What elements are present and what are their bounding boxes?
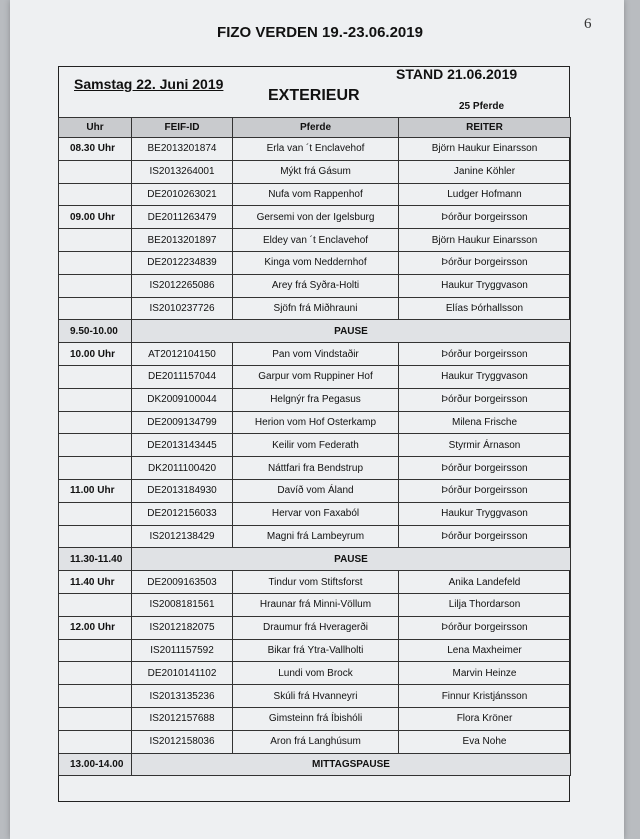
page-number: 6 <box>584 16 592 32</box>
pause-label: PAUSE <box>132 548 571 571</box>
table-row <box>59 343 571 366</box>
rider-cell: Þórður Þorgeirsson <box>399 388 571 411</box>
horse-cell: Mýkt frá Gásum <box>233 160 399 183</box>
time-cell <box>59 274 132 297</box>
pause-time: 11.30-11.40 <box>59 548 132 571</box>
table-row <box>59 479 571 502</box>
horse-cell: Davíð vom Áland <box>233 479 399 502</box>
horse-cell: Aron frá Langhúsum <box>233 730 399 753</box>
pause-row <box>59 753 571 776</box>
horse-cell: Lundi vom Brock <box>233 662 399 685</box>
rider-cell: Haukur Tryggvason <box>399 274 571 297</box>
column-header-feif-id: FEIF-ID <box>132 118 233 138</box>
pause-label: MITTAGSPAUSE <box>132 753 571 776</box>
pause-row <box>59 548 571 571</box>
time-cell: 08.30 Uhr <box>59 138 132 161</box>
table-row <box>59 138 571 161</box>
feif-id-cell: IS2013264001 <box>132 160 233 183</box>
table-row <box>59 616 571 639</box>
feif-id-cell: DE2011263479 <box>132 206 233 229</box>
rider-cell: Þórður Þorgeirsson <box>399 457 571 480</box>
schedule-table <box>58 117 571 776</box>
time-cell: 09.00 Uhr <box>59 206 132 229</box>
time-cell <box>59 388 132 411</box>
time-cell <box>59 525 132 548</box>
rider-cell: Haukur Tryggvason <box>399 502 571 525</box>
feif-id-cell: DK2009100044 <box>132 388 233 411</box>
rider-cell: Marvin Heinze <box>399 662 571 685</box>
feif-id-cell: IS2010237726 <box>132 297 233 320</box>
rider-cell: Þórður Þorgeirsson <box>399 525 571 548</box>
feif-id-cell: DE2009163503 <box>132 571 233 594</box>
table-row <box>59 707 571 730</box>
time-cell: 11.40 Uhr <box>59 571 132 594</box>
horse-cell: Hervar von Faxaból <box>233 502 399 525</box>
time-cell <box>59 457 132 480</box>
horse-cell: Helgnýr fra Pegasus <box>233 388 399 411</box>
time-cell <box>59 502 132 525</box>
table-row <box>59 388 571 411</box>
feif-id-cell: DE2012234839 <box>132 251 233 274</box>
feif-id-cell: IS2013135236 <box>132 685 233 708</box>
horse-cell: Skúli frá Hvanneyri <box>233 685 399 708</box>
rider-cell: Elías Þórhallsson <box>399 297 571 320</box>
time-cell <box>59 707 132 730</box>
rider-cell: Janine Köhler <box>399 160 571 183</box>
horse-cell: Keilir vom Federath <box>233 434 399 457</box>
feif-id-cell: IS2012265086 <box>132 274 233 297</box>
rider-cell: Þórður Þorgeirsson <box>399 479 571 502</box>
rider-cell: Þórður Þorgeirsson <box>399 343 571 366</box>
horse-cell: Arey frá Syðra-Holti <box>233 274 399 297</box>
feif-id-cell: IS2011157592 <box>132 639 233 662</box>
horse-cell: Gersemi von der Igelsburg <box>233 206 399 229</box>
rider-cell: Finnur Kristjánsson <box>399 685 571 708</box>
horse-cell: Hraunar frá Minni-Völlum <box>233 593 399 616</box>
feif-id-cell: BE2013201874 <box>132 138 233 161</box>
time-cell: 12.00 Uhr <box>59 616 132 639</box>
horse-cell: Gimsteinn frá Íbishóli <box>233 707 399 730</box>
time-cell: 10.00 Uhr <box>59 343 132 366</box>
time-cell <box>59 730 132 753</box>
feif-id-cell: AT2012104150 <box>132 343 233 366</box>
table-row <box>59 297 571 320</box>
horse-cell: Pan vom Vindstaðir <box>233 343 399 366</box>
pause-time: 13.00-14.00 <box>59 753 132 776</box>
horse-cell: Tindur vom Stiftsforst <box>233 571 399 594</box>
time-cell <box>59 685 132 708</box>
horse-cell: Draumur frá Hveragerði <box>233 616 399 639</box>
time-cell: 11.00 Uhr <box>59 479 132 502</box>
feif-id-cell: DK2011100420 <box>132 457 233 480</box>
table-header-row <box>59 118 571 138</box>
feif-id-cell: IS2012158036 <box>132 730 233 753</box>
horse-cell: Garpur vom Ruppiner Hof <box>233 365 399 388</box>
table-row <box>59 434 571 457</box>
section-title: EXTERIEUR <box>268 87 360 104</box>
table-row <box>59 593 571 616</box>
rider-cell: Ludger Hofmann <box>399 183 571 206</box>
horse-cell: Bikar frá Ytra-Vallholti <box>233 639 399 662</box>
time-cell <box>59 183 132 206</box>
feif-id-cell: DE2010141102 <box>132 662 233 685</box>
rider-cell: Þórður Þorgeirsson <box>399 251 571 274</box>
table-row <box>59 571 571 594</box>
horse-cell: Nufa vom Rappenhof <box>233 183 399 206</box>
rider-cell: Björn Haukur Einarsson <box>399 229 571 252</box>
document-title: FIZO VERDEN 19.-23.06.2019 <box>217 24 423 41</box>
feif-id-cell: BE2013201897 <box>132 229 233 252</box>
table-row <box>59 183 571 206</box>
table-row <box>59 206 571 229</box>
feif-id-cell: DE2013184930 <box>132 479 233 502</box>
time-cell <box>59 297 132 320</box>
table-row <box>59 160 571 183</box>
table-row <box>59 502 571 525</box>
date-label: Samstag 22. Juni 2019 <box>74 76 224 92</box>
time-cell <box>59 434 132 457</box>
feif-id-cell: IS2012157688 <box>132 707 233 730</box>
time-cell <box>59 229 132 252</box>
time-cell <box>59 365 132 388</box>
time-cell <box>59 662 132 685</box>
table-row <box>59 685 571 708</box>
stand-label: STAND 21.06.2019 <box>396 66 518 82</box>
table-row <box>59 251 571 274</box>
time-cell <box>59 411 132 434</box>
horse-cell: Herion vom Hof Osterkamp <box>233 411 399 434</box>
pause-time: 9.50-10.00 <box>59 320 132 343</box>
table-row <box>59 662 571 685</box>
column-header-time: Uhr <box>59 118 132 138</box>
time-cell <box>59 251 132 274</box>
rider-cell: Björn Haukur Einarsson <box>399 138 571 161</box>
horse-count: 25 Pferde <box>459 101 505 112</box>
time-cell <box>59 639 132 662</box>
rider-cell: Styrmir Árnason <box>399 434 571 457</box>
horse-cell: Kinga vom Neddernhof <box>233 251 399 274</box>
feif-id-cell: DE2011157044 <box>132 365 233 388</box>
time-cell <box>59 593 132 616</box>
table-row <box>59 525 571 548</box>
horse-cell: Eldey van ´t Enclavehof <box>233 229 399 252</box>
pause-row <box>59 320 571 343</box>
feif-id-cell: DE2010263021 <box>132 183 233 206</box>
table-row <box>59 639 571 662</box>
rider-cell: Haukur Tryggvason <box>399 365 571 388</box>
horse-cell: Sjöfn frá Miðhrauni <box>233 297 399 320</box>
horse-cell: Magni frá Lambeyrum <box>233 525 399 548</box>
time-cell <box>59 160 132 183</box>
rider-cell: Lilja Thordarson <box>399 593 571 616</box>
feif-id-cell: DE2013143445 <box>132 434 233 457</box>
column-header-rider: REITER <box>399 118 571 138</box>
table-row <box>59 229 571 252</box>
rider-cell: Lena Maxheimer <box>399 639 571 662</box>
feif-id-cell: IS2012182075 <box>132 616 233 639</box>
pause-label: PAUSE <box>132 320 571 343</box>
rider-cell: Flora Kröner <box>399 707 571 730</box>
rider-cell: Milena Frische <box>399 411 571 434</box>
table-row <box>59 457 571 480</box>
rider-cell: Anika Landefeld <box>399 571 571 594</box>
rider-cell: Eva Nohe <box>399 730 571 753</box>
table-row <box>59 274 571 297</box>
column-header-horse: Pferde <box>233 118 399 138</box>
rider-cell: Þórður Þorgeirsson <box>399 616 571 639</box>
feif-id-cell: DE2009134799 <box>132 411 233 434</box>
table-row <box>59 411 571 434</box>
table-row <box>59 365 571 388</box>
rider-cell: Þórður Þorgeirsson <box>399 206 571 229</box>
horse-cell: Náttfari fra Bendstrup <box>233 457 399 480</box>
horse-cell: Erla van ´t Enclavehof <box>233 138 399 161</box>
feif-id-cell: IS2008181561 <box>132 593 233 616</box>
feif-id-cell: DE2012156033 <box>132 502 233 525</box>
feif-id-cell: IS2012138429 <box>132 525 233 548</box>
table-row <box>59 730 571 753</box>
